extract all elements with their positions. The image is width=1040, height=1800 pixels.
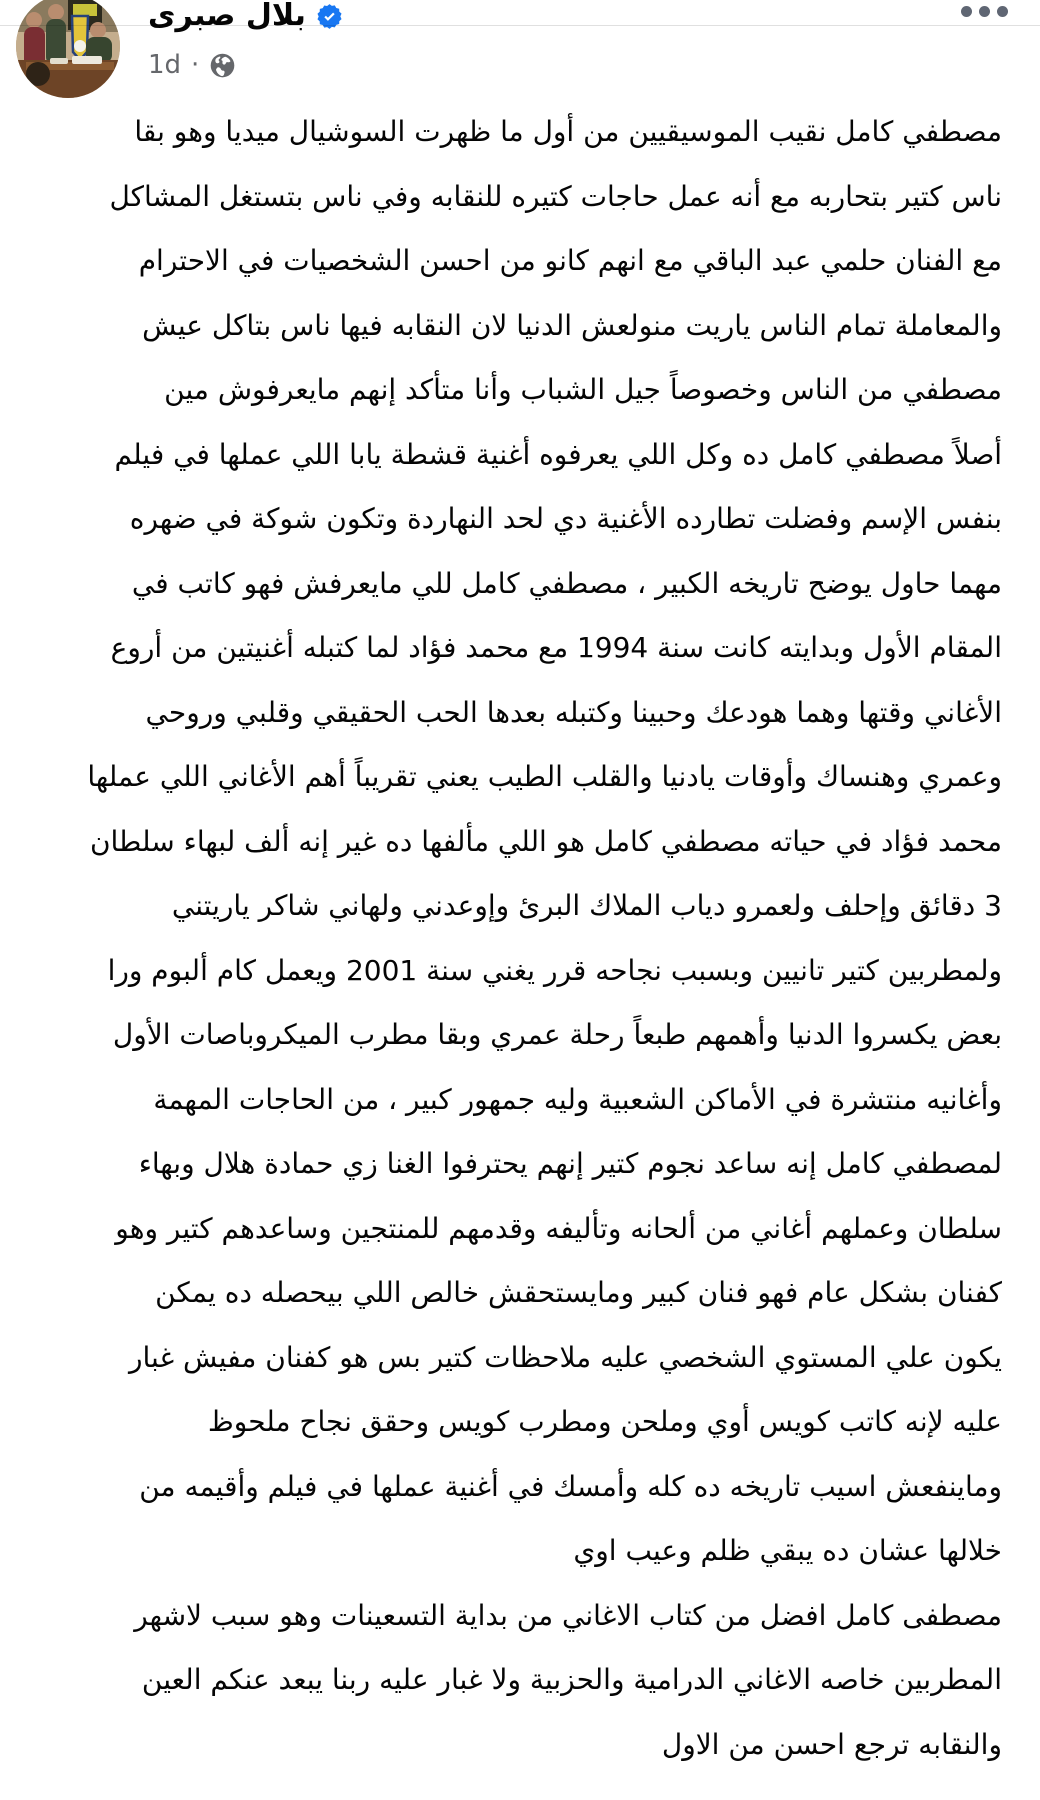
post-header [0,0,1040,95]
post-text-line: خلالها عشان ده يبقي ظلم وعيب اوي [573,1534,1002,1567]
post-top-divider [0,25,1040,26]
post-text-line: والمعاملة تمام الناس ياريت منولعش الدنيا لان النقابه فيها ناس بتاكل عيش [142,308,1002,342]
meta-separator: · [191,50,200,80]
header-info [148,0,343,80]
post-text-line: المطربين خاصه الاغاني الدرامية والحزبية ولا غبار عليه ربنا يبعد عنكم العين [141,1663,1002,1696]
ellipsis-dot [997,6,1008,17]
post-text-line: وماينفعش اسيب تاريخه ده كله وأمسك في أغنية عملها في فيلم وأقيمه من [139,1469,1002,1503]
name-row [148,0,343,36]
post-text-line: ولمطربين كتير تانيين وبسبب نجاحه قرر يغني سنة 2001 ويعمل كام ألبوم ورا [107,953,1002,987]
post-text-line: محمد فؤاد في حياته مصطفي كامل هو اللي مألفها ده غير إنه ألف لبهاء سلطان [89,824,1002,858]
post-text-line: ناس كتير بتحاربه مع أنه عمل حاجات كتيره للنقابه وفي ناس بتستغل المشاكل [109,179,1002,213]
post-text-line: سلطان وعملهم أغاني من ألحانه وتأليفه وقدمهم للمنتجين وساعدهم كتير وهو [115,1211,1002,1245]
post-text-line: كفنان بشكل عام فهو فنان كبير ومايستحقش خالص اللي بيحصله ده يمكن [155,1276,1002,1309]
post-text [38,95,1002,1777]
post-text-line: عليه لإنه كاتب كويس أوي وملحن ومطرب كويس وحقق نجاح ملحوظ [207,1405,1002,1438]
post-text-line: يكون علي المستوي الشخصي عليه ملاحظات كتير بس هو كفنان مفيش غبار [129,1340,1002,1374]
ellipsis-dot [979,6,990,17]
post-text-line: وأغانيه منتشرة في الأماكن الشعبية وليه جمهور كبير ، من الحاجات المهمة [153,1082,1002,1116]
avatar[interactable] [16,0,120,98]
post-text-line: مهما حاول يوضح تاريخه الكبير ، مصطفي كامل للي مايعرفش فهو كاتب في [131,566,1002,600]
post-text-line: وعمري وهنساك وأوقات يادنيا والقلب الطيب يعني تقريباً أهم الأغاني اللي عملها [87,760,1002,793]
post-text-line: مصطفي من الناس وخصوصاً جيل الشباب وأنا متأكد إنهم مايعرفوش مين [164,373,1002,406]
more-options-button[interactable] [957,2,1012,21]
post-text-line: الأغاني وقتها وهما هودعك وحبينا وكتبله بعدها الحب الحقيقي وقلبي وروحي [145,695,1002,729]
profile-name[interactable]: بلال صبرى [148,0,306,33]
meta-row [148,50,343,80]
post-text-line: مع الفنان حلمي عبد الباقي مع انهم كانو من احسن الشخصيات في الاحترام [138,244,1002,277]
avatar-photo [16,0,120,98]
globe-public-icon [209,52,236,79]
ellipsis-dot [961,6,972,17]
post-text-line: لمصطفي كامل إنه ساعد نجوم كتير إنهم يحترفوا الغنا زي حمادة هلال وبهاء [138,1147,1002,1180]
post-text-line: بنفس الإسم وفضلت تطارده الأغنية دي لحد النهاردة وتكون شوكة في ضهره [129,502,1002,535]
post-text-line: مصطفى كامل افضل من كتاب الاغاني من بداية التسعينات وهو سبب لاشهر [134,1598,1002,1632]
post-text-line: المقام الأول وبدايته كانت سنة 1994 مع محمد فؤاد لما كتبله أغنيتين من أروع [110,631,1002,664]
post-text-line: والنقابه ترجع احسن من الاول [661,1727,1002,1761]
timestamp[interactable]: 1d [148,50,182,80]
post-text-line: مصطفي كامل نقيب الموسيقيين من أول ما ظهرت السوشيال ميديا وهو بقا [134,115,1002,148]
post-text-line: بعض يكسروا الدنيا وأهمهم طبعاً رحلة عمري وبقا مطرب الميكروباصات الأول [112,1018,1002,1051]
post-text-line: أصلاً مصطفي كامل ده وكل اللي يعرفوه أغنية قشطة يابا اللي عملها في فيلم [114,437,1002,471]
post-text-line: 3 دقائق وإحلف ولعمرو دياب الملاك البرئ وإوعدني ولهاني شاكر ياريتني [171,889,1002,922]
